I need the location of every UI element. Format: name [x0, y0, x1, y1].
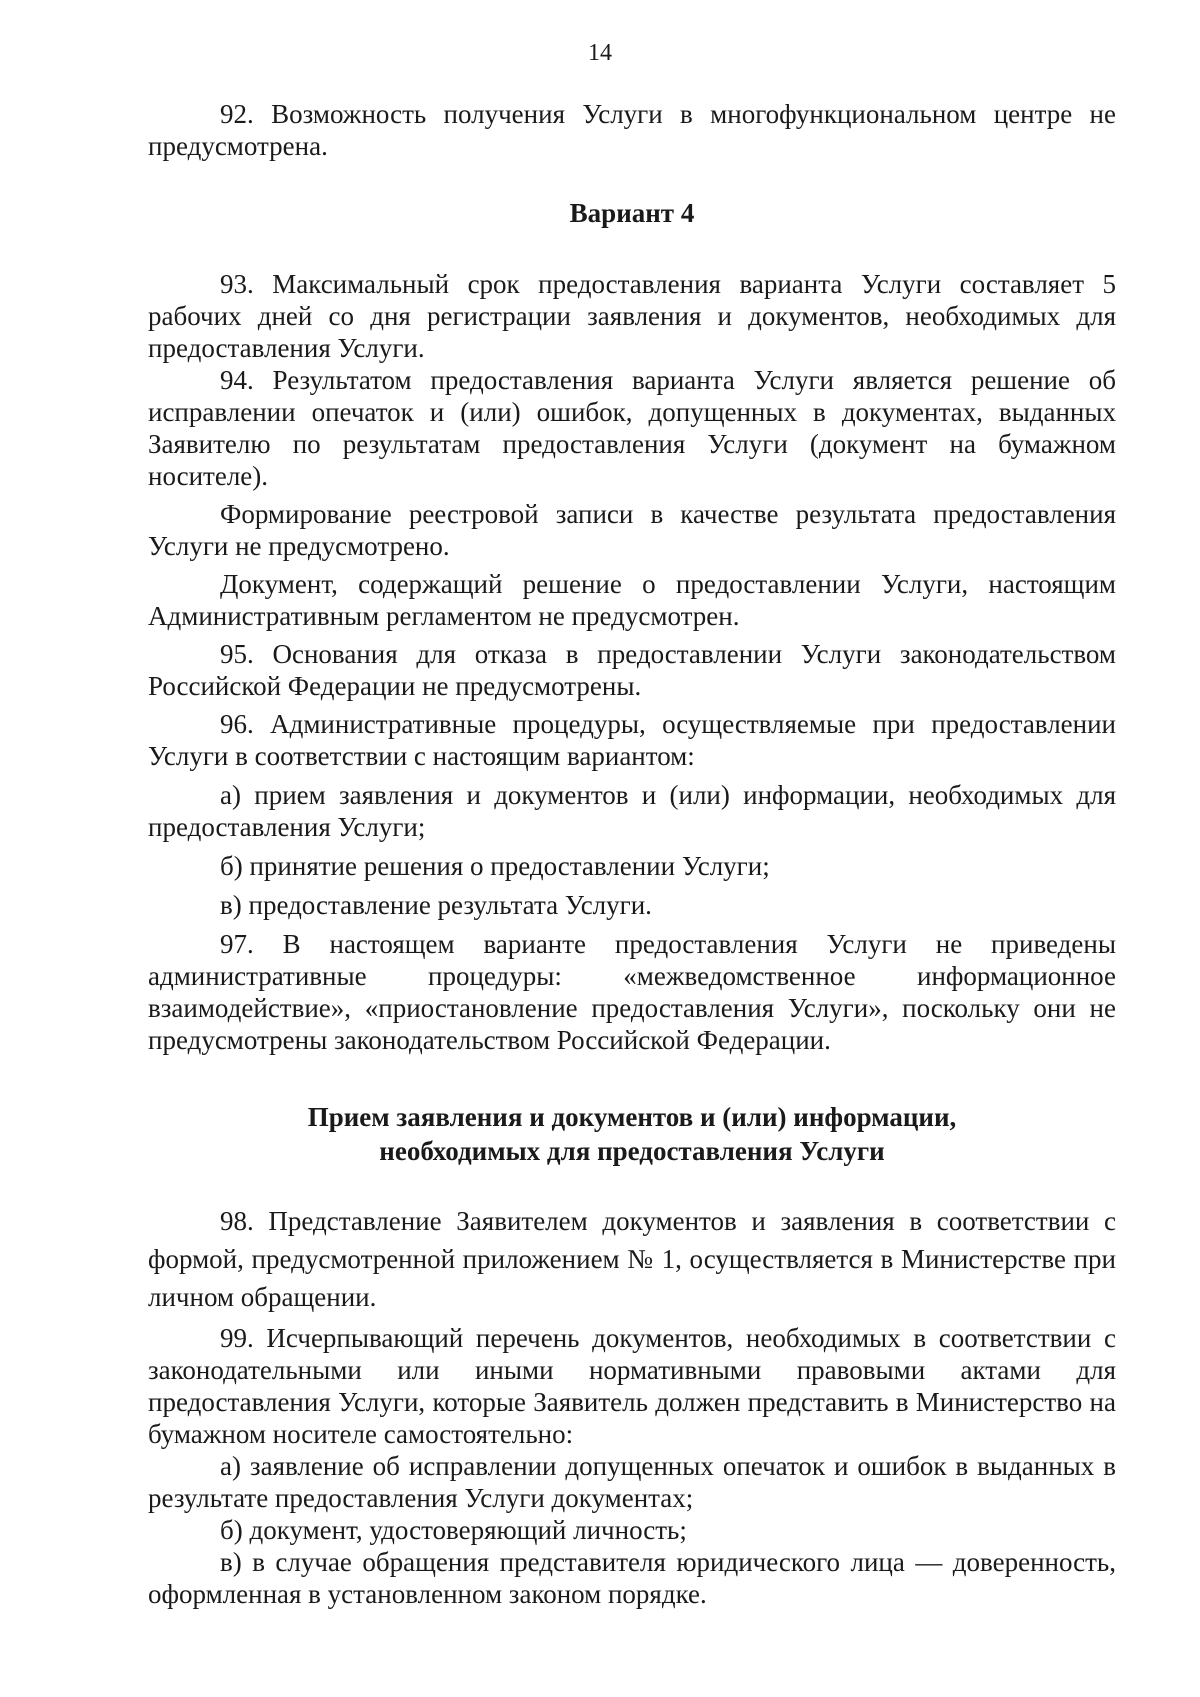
paragraph-95: 95. Основания для отказа в предоставлении Услуги законодательством Российской Федерации не предусмотрены.	[148, 639, 1116, 701]
paragraph-94-document: Документ, содержащий решение о предоставлении Услуги, настоящим Административным регламентом не предусмотрен.	[148, 569, 1116, 631]
paragraph-93: 93. Максимальный срок предоставления варианта Услуги составляет 5 рабочих дней со дня регистрации заявления и документов, необходимых для предоставления Услуги.	[148, 269, 1116, 363]
document-body	[148, 98, 1116, 1610]
paragraph-94: 94. Результатом предоставления варианта Услуги является решение об исправлении опечаток и (или) ошибок, допущенных в документах, выданных Заявителю по результатам предоставления Услуги (документ на бумажном носителе).	[148, 365, 1116, 491]
paragraph-98: 98. Представление Заявителем документов и заявления в соответствии с формой, предусмотренной приложением № 1, осуществляется в Министерстве при личном обращении.	[148, 1206, 1116, 1312]
list-item-96-a: а) прием заявления и документов и (или) информации, необходимых для предоставления Услуги;	[148, 780, 1116, 842]
list-item-96-v: в) предоставление результата Услуги.	[220, 890, 652, 920]
list-item-96-b: б) принятие решения о предоставлении Услуги;	[220, 851, 770, 881]
paragraph-92: 92. Возможность получения Услуги в многофункциональном центре не предусмотрена.	[148, 99, 1116, 161]
paragraph-99: 99. Исчерпывающий перечень документов, необходимых в соответствии с законодательными или иными нормативными правовыми актами для предоставления Услуги, которые Заявитель должен представить в Министерство на бумажном носителе самостоятельно:	[148, 1323, 1116, 1449]
list-item-99-b: б) документ, удостоверяющий личность;	[220, 1515, 687, 1545]
section-heading-variant-4: Вариант 4	[569, 198, 695, 228]
list-item-99-a: а) заявление об исправлении допущенных опечаток и ошибок в выданных в результате предоставления Услуги документах;	[148, 1451, 1116, 1513]
paragraph-97: 97. В настоящем варианте предоставления Услуги не приведены административные процедуры: «межведомственное информационное взаимодействие», «приостановление предоставления Услуги», поскольку они не предусмотрены законодательством Российской Федерации.	[148, 929, 1116, 1055]
list-item-99-v: в) в случае обращения представителя юридического лица — доверенность, оформленная в установленном законом порядке.	[148, 1547, 1116, 1609]
paragraph-96: 96. Административные процедуры, осуществляемые при предоставлении Услуги в соответствии с настоящим вариантом:	[148, 709, 1116, 771]
section-heading-reception-line-1: Прием заявления и документов и (или) информации,	[307, 1102, 957, 1132]
section-heading-reception-line-2: необходимых для предоставления Услуги	[379, 1136, 885, 1166]
page-number: 14	[588, 40, 612, 66]
paragraph-94-registry: Формирование реестровой записи в качестве результата предоставления Услуги не предусмотрено.	[148, 499, 1116, 561]
section-heading-reception	[148, 1100, 1116, 1168]
